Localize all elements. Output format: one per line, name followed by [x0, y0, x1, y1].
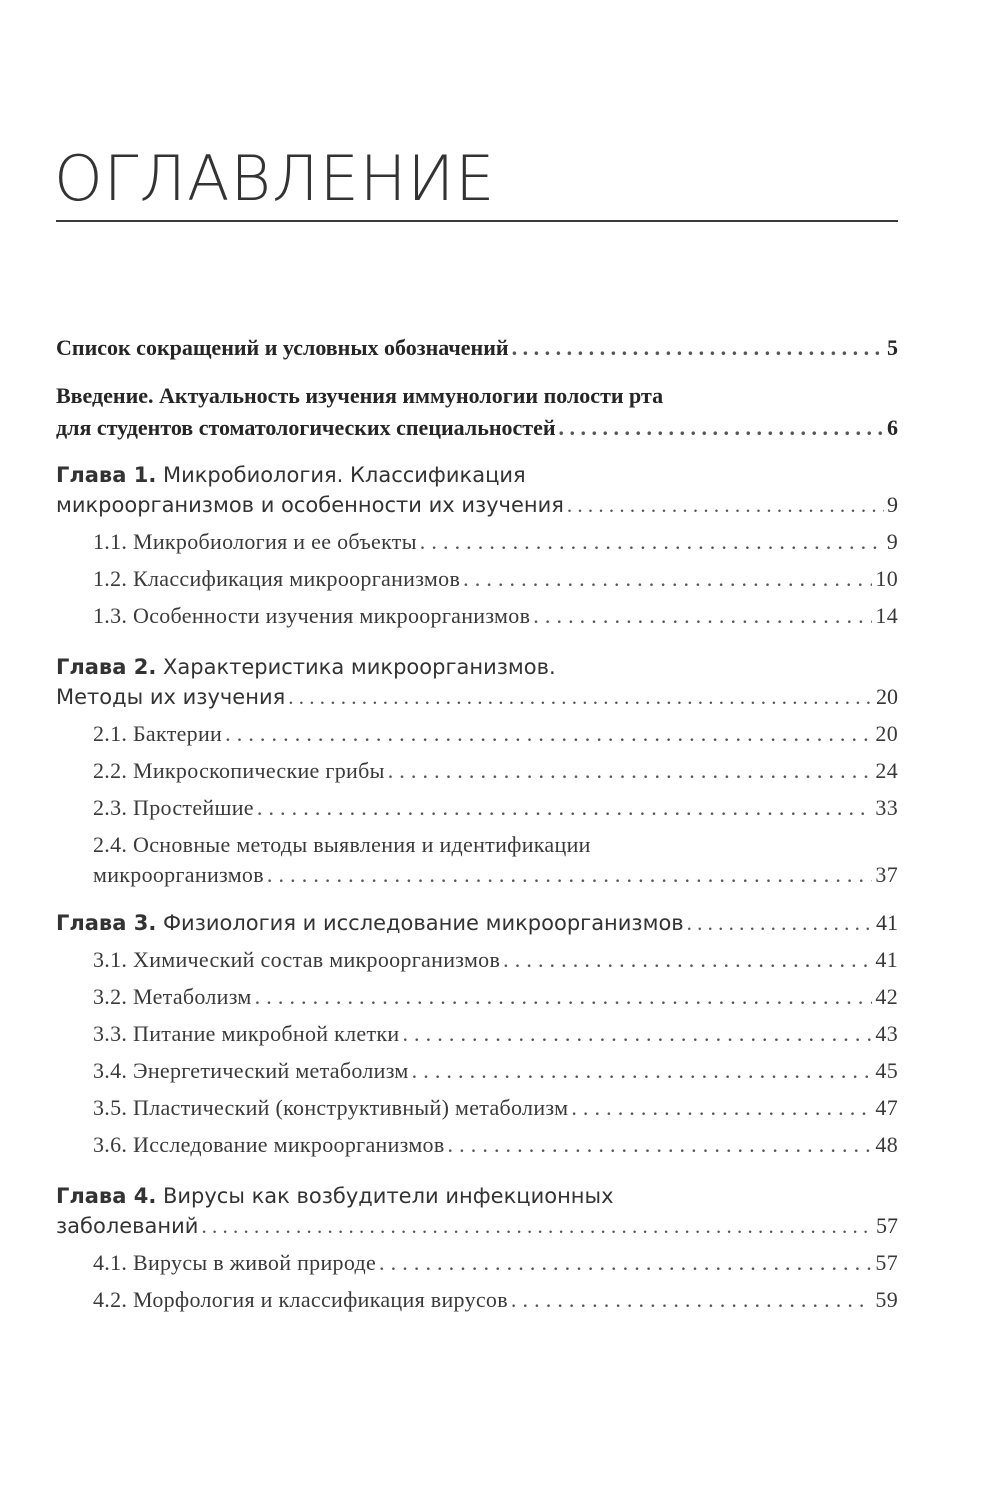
page-number: 57 [876, 1213, 898, 1238]
section-title: 4.1. Вирусы в живой природе [93, 1250, 377, 1275]
chapter-label: Глава 4. [56, 1184, 157, 1208]
toc-section [56, 523, 898, 560]
section-title: 2.1. Бактерии [93, 721, 223, 746]
section-title: 1.2. Классификация микроорганизмов [93, 566, 461, 591]
chapter-title: Характеристика микроорганизмов. [162, 655, 556, 679]
page-number: 41 [875, 947, 898, 972]
table-of-contents [56, 332, 898, 1336]
page-number: 33 [875, 795, 898, 820]
toc-section [56, 1015, 898, 1052]
page-number: 5 [887, 335, 898, 360]
page-number: 24 [875, 758, 898, 783]
toc-entry-introduction [56, 380, 898, 444]
section-title: 2.2. Микроскопические грибы [93, 758, 385, 783]
leader-dots [687, 908, 873, 938]
leader-dots [448, 1126, 873, 1163]
page-number: 57 [875, 1250, 898, 1275]
leader-dots [511, 1281, 872, 1318]
page-number: 43 [875, 1021, 898, 1046]
leader-dots [201, 1211, 873, 1241]
leader-dots [420, 523, 884, 560]
leader-dots [267, 860, 872, 890]
leader-dots [503, 941, 872, 978]
page-number: 9 [886, 529, 898, 554]
toc-section [56, 830, 898, 890]
chapter-label: Глава 1. [56, 463, 157, 487]
page-number: 9 [887, 492, 898, 517]
toc-section [56, 789, 898, 826]
toc-entry-title: Список сокращений и условных обозначений [56, 335, 509, 360]
toc-section [56, 1126, 898, 1163]
section-title: 2.3. Простейшие [93, 795, 254, 820]
page-number: 20 [876, 684, 898, 709]
toc-entry-abbreviations [56, 332, 898, 364]
toc-section [56, 978, 898, 1015]
toc-chapter-4 [56, 1181, 898, 1318]
toc-section [56, 560, 898, 597]
toc-section [56, 941, 898, 978]
page-number: 59 [875, 1287, 898, 1312]
page-number: 47 [875, 1095, 898, 1120]
toc-section [56, 1244, 898, 1281]
toc-chapter-3 [56, 908, 898, 1163]
toc-chapter-2 [56, 652, 898, 890]
leader-dots [412, 1052, 873, 1089]
leader-dots [255, 978, 873, 1015]
page-number: 10 [875, 566, 898, 591]
chapter-label: Глава 2. [56, 655, 157, 679]
title-divider [56, 220, 898, 222]
chapter-title-continued: заболеваний [56, 1214, 199, 1238]
leader-dots [388, 752, 873, 789]
leader-dots [512, 332, 884, 364]
page-number: 41 [876, 910, 898, 935]
page-number: 6 [887, 415, 898, 440]
page-number: 14 [875, 603, 898, 628]
leader-dots [463, 560, 872, 597]
toc-section [56, 715, 898, 752]
section-title: 3.3. Питание микробной клетки [93, 1021, 400, 1046]
leader-dots [257, 789, 873, 826]
leader-dots [379, 1244, 872, 1281]
toc-chapter-1 [56, 460, 898, 634]
chapter-title: Физиология и исследование микроорганизмов [162, 911, 684, 935]
chapter-title: Вирусы как возбудители инфекционных [162, 1184, 614, 1208]
toc-entry-title: Введение. Актуальность изучения иммунологии полости рта [56, 383, 664, 408]
page-number: 48 [875, 1132, 898, 1157]
section-title: 3.2. Метаболизм [93, 984, 252, 1009]
page-number: 20 [875, 721, 898, 746]
leader-dots [571, 1089, 872, 1126]
chapter-title-continued: микроорганизмов и особенности их изучения [56, 493, 564, 517]
page-title: ОГЛАВЛЕНИЕ [54, 142, 496, 215]
section-title: 3.6. Исследование микроорганизмов [93, 1132, 445, 1157]
section-title: 3.4. Энергетический метаболизм [93, 1058, 409, 1083]
chapter-title: Микробиология. Классификация [162, 463, 526, 487]
leader-dots [225, 715, 872, 752]
toc-entry-title-continued: для студентов стоматологических специальностей [56, 415, 556, 440]
section-title: 3.5. Пластический (конструктивный) метаболизм [93, 1095, 569, 1120]
chapter-title-continued: Методы их изучения [56, 685, 286, 709]
toc-section [56, 597, 898, 634]
section-title: 2.4. Основные методы выявления и идентификации [93, 832, 591, 857]
page-number: 45 [875, 1058, 898, 1083]
toc-section [56, 1281, 898, 1318]
page-number: 37 [875, 862, 898, 887]
toc-section [56, 752, 898, 789]
chapter-label: Глава 3. [56, 911, 157, 935]
section-title: 4.2. Морфология и классификация вирусов [93, 1287, 508, 1312]
leader-dots [567, 490, 884, 520]
section-title: 3.1. Химический состав микроорганизмов [93, 947, 501, 972]
leader-dots [533, 597, 872, 634]
leader-dots [288, 682, 873, 712]
section-title: 1.3. Особенности изучения микроорганизмов [93, 603, 531, 628]
leader-dots [402, 1015, 872, 1052]
section-title: 1.1. Микробиология и ее объекты [93, 529, 417, 554]
leader-dots [559, 412, 884, 444]
page-number: 42 [875, 984, 898, 1009]
section-title-continued: микроорганизмов [93, 862, 264, 887]
toc-section [56, 1052, 898, 1089]
toc-section [56, 1089, 898, 1126]
